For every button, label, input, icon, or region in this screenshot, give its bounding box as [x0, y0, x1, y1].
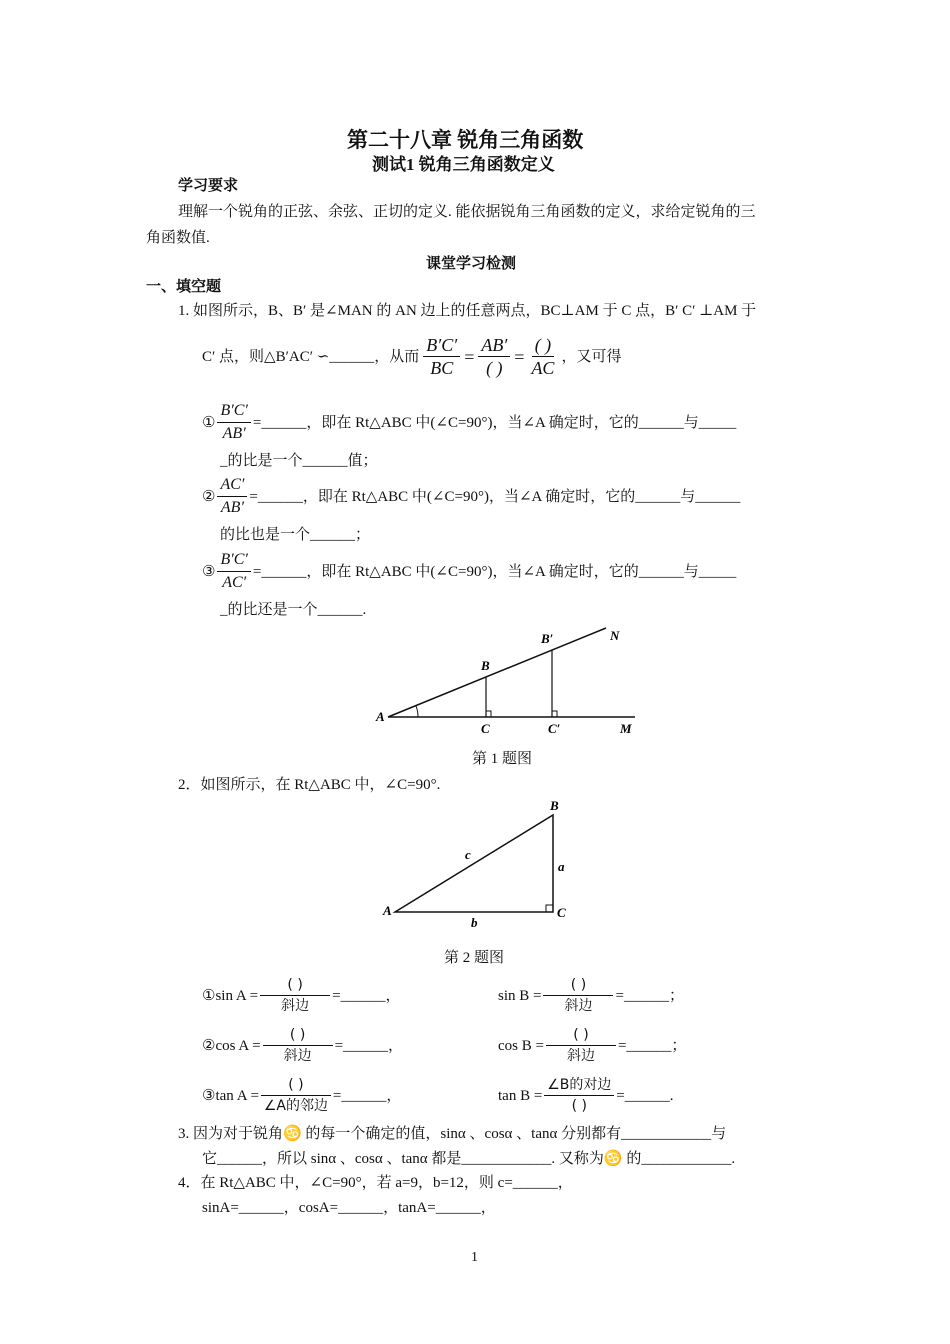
- formula-cos-a: [202, 1025, 403, 1066]
- cos-a-answer: =______，: [334, 1037, 404, 1054]
- formula-sin-b: [498, 975, 684, 1016]
- q1-frac2-den: ( ): [486, 358, 503, 378]
- figure-2: [375, 795, 575, 930]
- q1-frac3-num: ( ): [532, 334, 555, 357]
- formula-cos-b: [498, 1025, 686, 1066]
- sin-a-answer: =______，: [332, 987, 401, 1004]
- question-1-line-1: 1. 如图所示，B、B′ 是∠MAN 的 AN 边上的任意两点，BC⊥AM 于 C 点，B′ C′ ⊥AM 于: [178, 303, 757, 319]
- q1-item2-continued: 的比也是一个______；: [220, 527, 371, 543]
- fig2-label-a-vertex: A: [383, 903, 392, 918]
- tan-a-label: ③tan A =: [202, 1087, 259, 1104]
- question-1-line-2: [202, 334, 621, 379]
- cos-b-den: 斜边: [566, 1048, 595, 1064]
- question-4-line-2: sinA=______，cosA=______，tanA=______，: [202, 1200, 496, 1216]
- q1-frac2-num: AB′: [478, 334, 510, 357]
- q1-line2-text: C′ 点，则△B′AC′ ∽______，从而: [202, 348, 420, 365]
- equals: =: [464, 346, 475, 367]
- q1-item1-text: =______，即在 Rt△ABC 中(∠C=90°)，当∠A 确定时，它的______与_____: [252, 414, 737, 431]
- sin-b-fraction: [543, 975, 613, 1016]
- cos-b-label: cos B =: [498, 1037, 544, 1054]
- q1-item-3: [202, 549, 736, 594]
- q1-item1-fraction: [217, 400, 250, 445]
- tan-b-answer: =______.: [616, 1087, 674, 1104]
- tan-a-num: ( ): [261, 1075, 331, 1096]
- q1-item1-continued: _的比是一个______值；: [220, 453, 378, 469]
- fig2-label-side-b: b: [471, 915, 478, 930]
- q1-fraction-1: [423, 334, 460, 379]
- fig2-label-side-a: a: [558, 859, 565, 874]
- fig1-label-n: N: [610, 628, 620, 643]
- q1-item3-num: B′C′: [217, 549, 250, 572]
- tan-b-fraction: [544, 1075, 614, 1116]
- question-4-line-1: 4．在 Rt△ABC 中，∠C=90°，若 a=9，b=12，则 c=______，: [178, 1175, 573, 1191]
- fig1-label-b: B: [481, 658, 490, 673]
- figure-1-caption: 第 1 题图: [472, 751, 533, 767]
- sin-b-num: ( ): [543, 975, 613, 996]
- cos-b-num: ( ): [546, 1025, 616, 1046]
- cos-b-fraction: [546, 1025, 616, 1066]
- fig2-label-b-vertex: B: [550, 798, 559, 813]
- tan-b-num: ∠B的对边: [544, 1075, 614, 1096]
- q1-item1-den: AB′: [222, 425, 246, 442]
- tan-b-label: tan B =: [498, 1087, 543, 1104]
- cos-a-num: ( ): [263, 1025, 333, 1046]
- cos-a-fraction: [263, 1025, 333, 1066]
- fig1-label-m: M: [620, 721, 632, 736]
- page-number: 1: [471, 1250, 478, 1265]
- q1-item-1: [202, 400, 736, 445]
- q1-item2-num: AC′: [217, 474, 247, 497]
- sin-b-den: 斜边: [564, 998, 593, 1014]
- question-2: 2．如图所示，在 Rt△ABC 中，∠C=90°.: [178, 777, 441, 793]
- q1-frac3-den: AC: [531, 358, 555, 378]
- formula-sin-a: [202, 975, 401, 1016]
- requirements-heading: 学习要求: [178, 178, 239, 194]
- q1-item3-text: =______，即在 Rt△ABC 中(∠C=90°)，当∠A 确定时，它的______与_____: [252, 563, 737, 580]
- fig1-ray-an: [388, 628, 606, 717]
- q1-item2-text: =______，即在 Rt△ABC 中(∠C=90°)，当∠A 确定时，它的______与______: [249, 488, 741, 505]
- formula-tan-b: [498, 1075, 674, 1116]
- q1-item2-den: AB′: [220, 499, 244, 516]
- fig1-label-c-prime: C′: [548, 721, 561, 736]
- q1-item3-continued: _的比还是一个______.: [220, 602, 367, 618]
- sin-a-num: ( ): [260, 975, 330, 996]
- q1-item2-marker: ②: [202, 488, 216, 505]
- q1-item3-fraction: [217, 549, 250, 594]
- cos-a-den: 斜边: [283, 1048, 312, 1064]
- question-3-line-2: 它______，所以 sinα 、cosα 、tanα 都是____________. 又称为♋ 的____________.: [202, 1151, 736, 1167]
- q1-item2-fraction: [217, 474, 247, 519]
- fig1-label-b-prime: B′: [541, 631, 554, 646]
- tan-a-fraction: [261, 1075, 331, 1116]
- q1-item1-num: B′C′: [217, 400, 250, 423]
- sin-a-den: 斜边: [281, 998, 310, 1014]
- cos-b-answer: =______；: [617, 1037, 687, 1054]
- q1-item1-marker: ①: [202, 414, 216, 431]
- sin-b-label: sin B =: [498, 987, 542, 1004]
- page-title: 第二十八章 锐角三角函数: [347, 128, 584, 152]
- formula-tan-a: [202, 1075, 401, 1116]
- fig2-label-c-vertex: C: [557, 905, 566, 920]
- question-3-line-1: 3. 因为对于锐角♋ 的每一个确定的值，sinα 、cosα 、tanα 分别都有____________与: [178, 1126, 727, 1142]
- fig1-label-a: A: [376, 709, 385, 724]
- tan-a-answer: =______，: [332, 1087, 402, 1104]
- figure-1: [370, 620, 640, 740]
- q1-item-2: [202, 474, 740, 519]
- q1-line2-tail: ，又可得: [561, 348, 622, 365]
- requirements-line-1: 理解一个锐角的正弦、余弦、正切的定义. 能依据锐角三角函数的定义，求给定锐角的三: [178, 204, 756, 220]
- q1-frac1-num: B′C′: [423, 334, 460, 357]
- q1-item3-marker: ③: [202, 563, 216, 580]
- q1-item3-den: AC′: [222, 574, 247, 591]
- fig2-label-side-c: c: [465, 847, 471, 862]
- page-subtitle: 测试1 锐角三角函数定义: [372, 155, 555, 174]
- figure-2-caption: 第 2 题图: [444, 950, 505, 966]
- q1-fraction-2: [478, 334, 510, 379]
- fig2-right-angle: [546, 905, 553, 912]
- cos-a-label: ②cos A =: [202, 1037, 261, 1054]
- equals: =: [514, 346, 525, 367]
- section-heading: 课堂学习检测: [426, 256, 517, 272]
- sin-a-fraction: [260, 975, 330, 1016]
- sin-b-answer: =______；: [615, 987, 684, 1004]
- sin-a-label: ①sin A =: [202, 987, 259, 1004]
- part-heading: 一、填空题: [146, 279, 222, 295]
- fig1-right-angle-c: [486, 711, 491, 717]
- q1-frac1-den: BC: [430, 358, 454, 378]
- q1-fraction-3: [528, 334, 557, 379]
- fig2-triangle: [395, 815, 553, 912]
- requirements-line-2: 角函数值.: [146, 230, 210, 246]
- tan-b-den: ( ): [571, 1098, 587, 1114]
- fig1-angle-arc: [416, 706, 418, 717]
- fig1-label-c: C: [481, 721, 490, 736]
- fig1-right-angle-c2: [552, 711, 557, 717]
- tan-a-den: ∠A的邻边: [263, 1098, 328, 1114]
